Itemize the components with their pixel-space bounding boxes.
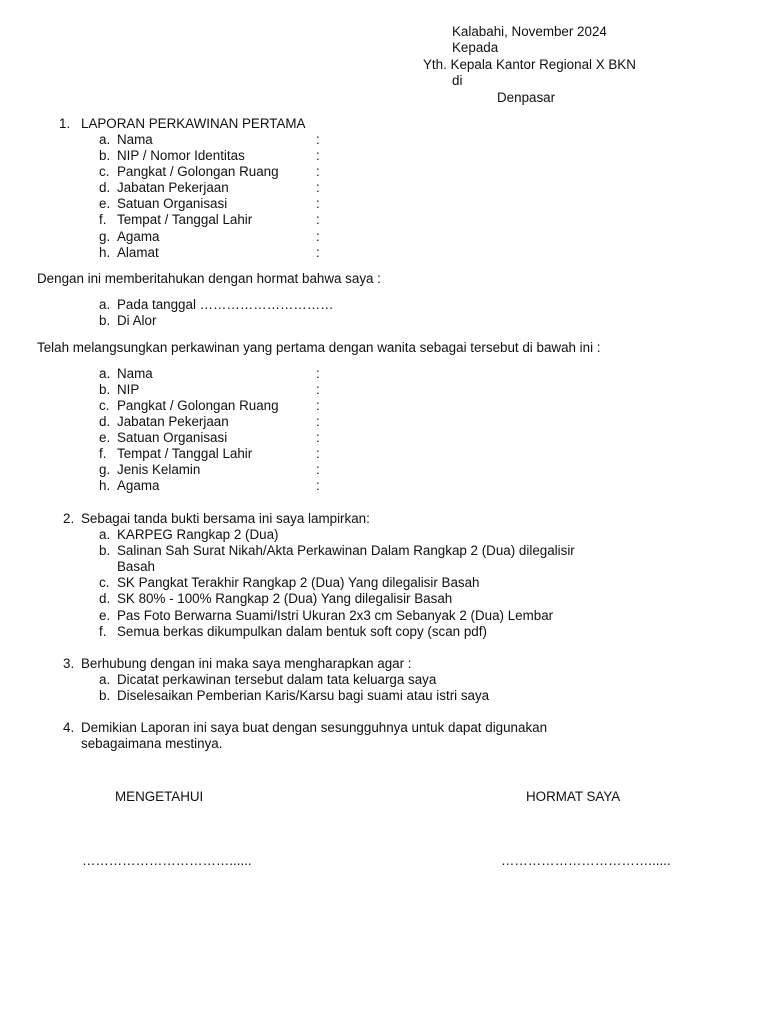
event-place: Di Alor bbox=[117, 313, 157, 328]
item-text: SK Pangkat Terakhir Rangkap 2 (Dua) Yang dilegalisir Basah bbox=[117, 575, 480, 590]
field-marker: a. bbox=[99, 132, 111, 147]
item-text: SK 80% - 100% Rangkap 2 (Dua) Yang dilegalisir Basah bbox=[117, 591, 453, 606]
attachment-item bbox=[0, 543, 768, 559]
item-marker: a. bbox=[99, 527, 111, 542]
request-item bbox=[0, 672, 768, 688]
reporter-field bbox=[0, 229, 768, 245]
section-4-number: 4. bbox=[63, 720, 75, 735]
field-colon: : bbox=[316, 414, 320, 429]
field-label: Jenis Kelamin bbox=[117, 462, 201, 477]
signature-left-line: ……………………………...... bbox=[82, 853, 252, 868]
field-colon: : bbox=[316, 398, 320, 413]
recipient-name: Yth. Kepala Kantor Regional X BKN bbox=[423, 57, 636, 72]
field-marker: e. bbox=[99, 196, 111, 211]
field-marker: d. bbox=[99, 180, 111, 195]
field-label: Satuan Organisasi bbox=[117, 430, 228, 445]
field-label: Alamat bbox=[117, 245, 159, 260]
item-marker: b. bbox=[99, 543, 111, 558]
field-marker: g. bbox=[99, 229, 111, 244]
field-label: NIP bbox=[117, 382, 140, 397]
reporter-field bbox=[0, 132, 768, 148]
item-marker: c. bbox=[99, 575, 110, 590]
field-colon: : bbox=[316, 366, 320, 381]
field-colon: : bbox=[316, 229, 320, 244]
item-text-continued: Basah bbox=[117, 559, 155, 574]
field-marker: f. bbox=[99, 212, 107, 227]
field-colon: : bbox=[316, 245, 320, 260]
attachment-item bbox=[0, 608, 768, 624]
field-colon: : bbox=[316, 212, 320, 227]
signature-right-line: ……………………………...... bbox=[501, 853, 671, 868]
field-marker: e. bbox=[99, 430, 111, 445]
field-label: Tempat / Tanggal Lahir bbox=[117, 212, 253, 227]
item-marker: f. bbox=[99, 624, 107, 639]
recipient-city: Denpasar bbox=[497, 90, 556, 105]
spouse-field bbox=[0, 446, 768, 462]
section-2-number: 2. bbox=[63, 511, 75, 526]
field-label: Satuan Organisasi bbox=[117, 196, 228, 211]
section-1-number: 1. bbox=[59, 116, 71, 131]
place-date: Kalabahi, November 2024 bbox=[452, 24, 607, 39]
spouse-field bbox=[0, 366, 768, 382]
field-marker: b. bbox=[99, 382, 111, 397]
field-colon: : bbox=[316, 478, 320, 493]
field-colon: : bbox=[316, 196, 320, 211]
reporter-field bbox=[0, 196, 768, 212]
section-3-title: Berhubung dengan ini maka saya mengharapkan agar : bbox=[81, 656, 412, 671]
spouse-field bbox=[0, 414, 768, 430]
spouse-field bbox=[0, 398, 768, 414]
closing-line-2: sebagaimana mestinya. bbox=[81, 736, 223, 751]
recipient-di: di bbox=[452, 73, 463, 88]
attachment-item bbox=[0, 591, 768, 607]
field-label: Jabatan Pekerjaan bbox=[117, 414, 229, 429]
item-marker: a. bbox=[99, 297, 111, 312]
field-marker: c. bbox=[99, 398, 110, 413]
item-text: Dicatat perkawinan tersebut dalam tata keluarga saya bbox=[117, 672, 437, 687]
item-text: Semua berkas dikumpulkan dalam bentuk soft copy (scan pdf) bbox=[117, 624, 487, 639]
field-marker: f. bbox=[99, 446, 107, 461]
field-label: NIP / Nomor Identitas bbox=[117, 148, 245, 163]
field-colon: : bbox=[316, 180, 320, 195]
field-label: Nama bbox=[117, 132, 153, 147]
field-colon: : bbox=[316, 446, 320, 461]
field-colon: : bbox=[316, 382, 320, 397]
item-marker: a. bbox=[99, 672, 111, 687]
section-2-title: Sebagai tanda bukti bersama ini saya lampirkan: bbox=[81, 511, 370, 526]
field-marker: b. bbox=[99, 148, 111, 163]
recipient-kepada: Kepada bbox=[452, 40, 499, 55]
field-marker: g. bbox=[99, 462, 111, 477]
reporter-field bbox=[0, 245, 768, 261]
signature-left-title: MENGETAHUI bbox=[115, 789, 204, 804]
field-label: Pangkat / Golongan Ruang bbox=[117, 398, 279, 413]
field-marker: a. bbox=[99, 366, 111, 381]
reporter-field bbox=[0, 164, 768, 180]
spouse-field bbox=[0, 462, 768, 478]
attachment-item bbox=[0, 624, 768, 640]
field-label: Jabatan Pekerjaan bbox=[117, 180, 229, 195]
item-marker: b. bbox=[99, 688, 111, 703]
attachment-item bbox=[0, 527, 768, 543]
item-text: Diselesaikan Pemberian Karis/Karsu bagi suami atau istri saya bbox=[117, 688, 490, 703]
field-colon: : bbox=[316, 462, 320, 477]
notice-text: Dengan ini memberitahukan dengan hormat bahwa saya : bbox=[37, 271, 381, 286]
item-marker: b. bbox=[99, 313, 111, 328]
request-item bbox=[0, 688, 768, 704]
spouse-field bbox=[0, 430, 768, 446]
item-text: Pas Foto Berwarna Suami/Istri Ukuran 2x3 cm Sebanyak 2 (Dua) Lembar bbox=[117, 608, 554, 623]
reporter-field bbox=[0, 180, 768, 196]
item-marker: d. bbox=[99, 591, 111, 606]
spouse-field bbox=[0, 382, 768, 398]
closing-line-1: Demikian Laporan ini saya buat dengan sesungguhnya untuk dapat digunakan bbox=[81, 720, 548, 735]
reporter-field bbox=[0, 212, 768, 228]
reporter-field bbox=[0, 148, 768, 164]
attachment-item bbox=[0, 575, 768, 591]
field-colon: : bbox=[316, 132, 320, 147]
field-label: Nama bbox=[117, 366, 153, 381]
field-marker: c. bbox=[99, 164, 110, 179]
field-colon: : bbox=[316, 148, 320, 163]
section-3-number: 3. bbox=[63, 656, 75, 671]
signature-right-title: HORMAT SAYA bbox=[526, 789, 621, 804]
field-marker: h. bbox=[99, 478, 111, 493]
attachment-item-continuation bbox=[0, 559, 768, 575]
field-colon: : bbox=[316, 430, 320, 445]
field-colon: : bbox=[316, 164, 320, 179]
field-label: Pangkat / Golongan Ruang bbox=[117, 164, 279, 179]
event-item bbox=[0, 313, 768, 329]
item-marker: e. bbox=[99, 608, 111, 623]
field-label: Agama bbox=[117, 478, 160, 493]
section-1-title: LAPORAN PERKAWINAN PERTAMA bbox=[81, 116, 306, 131]
item-text: Salinan Sah Surat Nikah/Akta Perkawinan Dalam Rangkap 2 (Dua) dilegalisir bbox=[117, 543, 575, 558]
item-text: KARPEG Rangkap 2 (Dua) bbox=[117, 527, 279, 542]
spouse-field bbox=[0, 478, 768, 494]
event-item bbox=[0, 297, 768, 313]
field-label: Agama bbox=[117, 229, 160, 244]
statement-text: Telah melangsungkan perkawinan yang pertama dengan wanita sebagai tersebut di bawah ini : bbox=[37, 340, 601, 355]
event-date: Pada tanggal ………………………… bbox=[117, 297, 334, 312]
field-marker: h. bbox=[99, 245, 111, 260]
field-label: Tempat / Tanggal Lahir bbox=[117, 446, 253, 461]
field-marker: d. bbox=[99, 414, 111, 429]
